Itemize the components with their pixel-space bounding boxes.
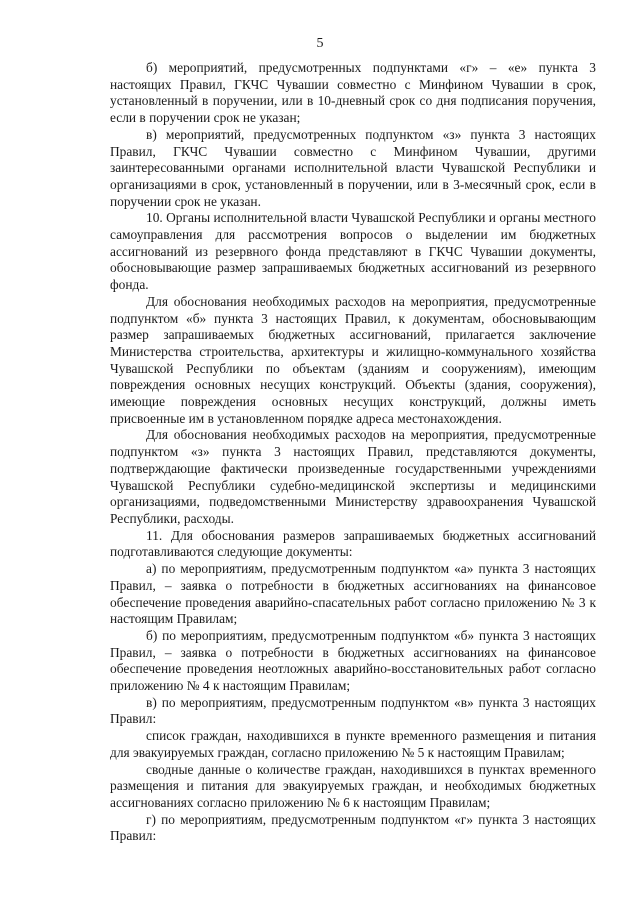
paragraph-11b: б) по мероприятиям, предусмотренным подпунктом «б» пункта 3 настоящих Правил, – заявка о потребности в бюджетных ассигнованиях на финансовое обеспечение проведения неотложных аварийно-восстановительных работ согласно приложению № 4 к настоящим Правилам;: [110, 627, 596, 694]
paragraph-11g: г) по мероприятиям, предусмотренным подпунктом «г» пункта 3 настоящих Правил:: [110, 811, 596, 844]
page-number: 5: [316, 36, 324, 51]
paragraph-11v-list: список граждан, находившихся в пункте временного размещения и питания для эвакуируемых граждан, согласно приложению № 5 к настоящим Правилам;: [110, 728, 596, 760]
paragraph-11a: а) по мероприятиям, предусмотренным подпунктом «а» пункта 3 настоящих Правил, – заявка о потребности в бюджетных ассигнованиях на финансовое обеспечение проведения аварийно-спасательных работ согласно приложению № 3 к настоящим Правилам;: [110, 561, 596, 627]
paragraph-10-justification-b: Для обоснования необходимых расходов на мероприятия, предусмотренные подпунктом «б» пункта 3 настоящих Правил, к документам, обосновывающим размер запрашиваемых бюджетных ассигнований, прилагается заключение Министерства строительства, архитектуры и жилищно-коммунального хозяйства Чувашской Республики по объектам (зданиям и сооружениям), имеющим повреждения основных несущих конструкций. Объекты (здания, сооружения), имеющие повреждения основных несущих конструкций, должны иметь присвоенные им в установленном порядке адреса местонахождения.: [110, 293, 596, 426]
document-body: [110, 60, 596, 845]
paragraph-9b: б) мероприятий, предусмотренных подпунктами «г» – «е» пункта 3 настоящих Правил, ГКЧС Чувашии совместно с Минфином Чувашии в срок, установленный в поручении, или в 10-дневный срок со дня подписания поручения, если в поручении срок не указан;: [110, 60, 596, 126]
paragraph-11: 11. Для обоснования размеров запрашиваемых бюджетных ассигнований подготавливаются следующие документы:: [110, 527, 596, 560]
paragraph-9v: в) мероприятий, предусмотренных подпунктом «з» пункта 3 настоящих Правил, ГКЧС Чувашии совместно с Минфином Чувашии, другими заинтересованными органами исполнительной власти Чувашской Республики и организациями в срок, установленный в поручении, или в 3-месячный срок, если в поручении срок не указан.: [110, 126, 596, 209]
paragraph-10-justification-z: Для обоснования необходимых расходов на мероприятия, предусмотренные подпунктом «з» пункта 3 настоящих Правил, представляются документы, подтверждающие фактически произведенные государственными учреждениями Чувашской Республики судебно-медицинской экспертизы и медицинскими организациями, подведомственными Министерству здравоохранения Чувашской Республики, расходы.: [110, 427, 596, 526]
paragraph-11v: в) по мероприятиям, предусмотренным подпунктом «в» пункта 3 настоящих Правил:: [110, 694, 596, 727]
paragraph-10: 10. Органы исполнительной власти Чувашской Республики и органы местного самоуправления для рассмотрения вопросов о выделении им бюджетных ассигнований из резервного фонда представляют в ГКЧС Чувашии документы, обосновывающие размер запрашиваемых бюджетных ассигнований из резервного фонда.: [110, 210, 596, 293]
paragraph-11v-summary: сводные данные о количестве граждан, находившихся в пунктах временного размещения и питания для эвакуируемых граждан, и необходимых бюджетных ассигнованиях согласно приложению № 6 к настоящим Правилам;: [110, 761, 596, 810]
